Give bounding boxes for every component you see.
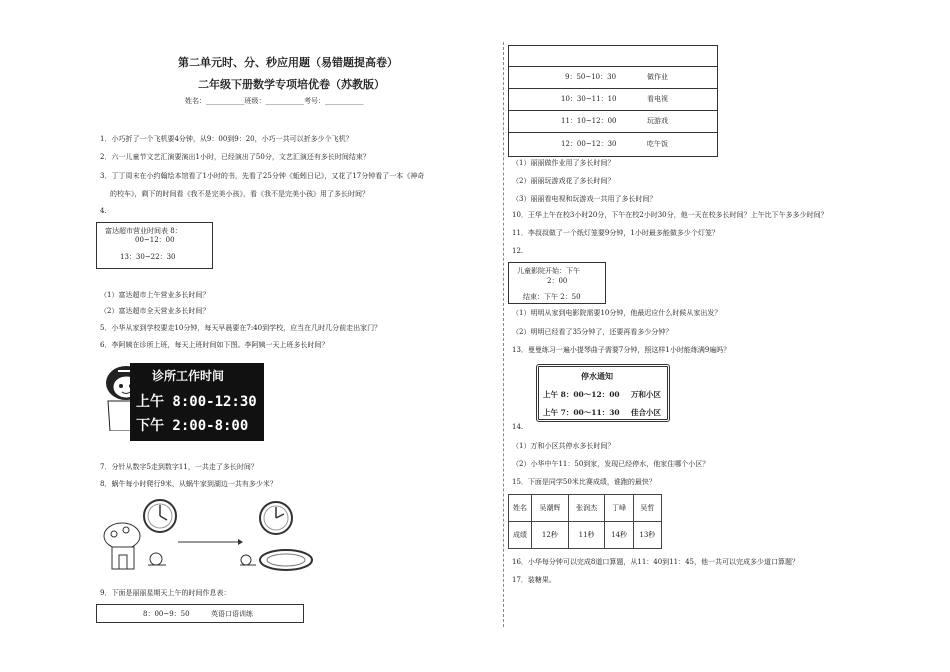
table-cell-name: 吴哲	[633, 495, 661, 522]
cinema-start-line-1: 儿童影院开始：下午	[517, 267, 580, 275]
start-clock-icon	[144, 500, 176, 532]
question-4-number: 4.	[100, 207, 107, 215]
clinic-sign-title: 诊所工作时间	[152, 369, 225, 383]
question-3-line-1: 3．丁丁周末在小约翰绘本馆看了1小时的书，先看了25分钟《蚯蚓日记》，又花了17分钟看了一本《神奇	[100, 172, 425, 180]
question-4-sub-2: （2）富达超市全天营业多长时间？	[100, 307, 210, 315]
question-4-sub-1: （1）富达超市上午营业多长时间？	[100, 291, 210, 299]
question-7: 7．分针从数字5走到数字11，一共走了多长时间？	[100, 463, 258, 471]
question-14-number: 14.	[512, 423, 524, 431]
notice-row-1-time: 上午 8：00～12：00	[543, 390, 620, 399]
question-6: 6．李阿姨在诊所上班，每天上班时间如下图。李阿姨一天上班多长时间？	[100, 341, 329, 349]
table-cell-score: 12秒	[532, 522, 569, 549]
schedule-first-time: 8：00~9：50	[143, 610, 190, 618]
question-3-line-2: 的校车》，剩下的时间看《我不是完美小孩》，看《我不是完美小孩》用了多长时间？	[110, 190, 369, 198]
cinema-time-box	[508, 262, 606, 304]
schedule-time: 12：00~12：30	[561, 140, 617, 148]
schedule-continued-table	[508, 45, 718, 157]
cinema-end-line: 结束：下午 2：50	[523, 293, 581, 301]
table-cell-name: 张润杰	[568, 495, 605, 522]
clinic-hours-picture	[98, 355, 264, 443]
snail-clocks-picture	[100, 492, 315, 578]
page-title: 第二单元时、分、秒应用题（易错题提高卷）	[178, 56, 398, 69]
end-clock-icon	[260, 502, 292, 534]
question-16: 16．小华每分钟可以完成8道口算题，从11：40到11：45，他一共可以完成多少道口算题？	[512, 558, 799, 566]
question-9-sub-2: （2）丽丽玩游戏花了多长时间？	[512, 177, 615, 185]
lake-icon	[260, 550, 312, 570]
snail-at-lake-icon	[240, 555, 256, 565]
supermarket-hours-line-2: 00~12：00	[135, 236, 175, 244]
question-9-sub-3: （3）丽丽看电视和玩游戏一共用了多长时间？	[512, 195, 657, 203]
schedule-time: 9：50~10：30	[565, 73, 617, 81]
question-2: 2．六一儿童节文艺汇演要演出1小时，已经演出了50分，文艺汇演还有多长时间结束？	[100, 153, 370, 161]
question-10: 10．王华上午在校3小时20分，下午在校2小时30分，他一天在校多长时间？上午比下午多多少时间？	[512, 211, 828, 219]
notice-row-1-area: 万和小区	[631, 390, 661, 399]
table-cell-score: 14秒	[605, 522, 633, 549]
arrow-right-icon	[178, 539, 243, 545]
notice-row-2-time: 上午 7：00～11：30	[543, 408, 620, 417]
cinema-start-line-2: 2：00	[547, 277, 568, 285]
question-1: 1．小巧折了一个飞机要4分钟，从9：00到9：20，小巧一共可以折多少个飞机？	[100, 135, 353, 143]
table-cell-name: 吴潮辉	[532, 495, 569, 522]
table-cell-name: 丁峰	[605, 495, 633, 522]
question-12-number: 12.	[512, 247, 524, 255]
supermarket-hours-line-1: 富达超市营业时间表 8：	[105, 227, 182, 235]
question-8: 8．蜗牛每小时爬行9米，从蜗牛家到湖边一共有多少米？	[100, 480, 277, 488]
race-results-table	[508, 494, 662, 549]
question-13: 13．曼曼练习一遍小提琴曲子需要7分钟，照这样1小时能练满9遍吗？	[512, 346, 731, 354]
question-14-sub-1: （1）万和小区共停水多长时间？	[512, 442, 615, 450]
water-outage-notice	[536, 364, 670, 422]
question-15: 15．下面是同学50米比赛成绩，谁跑的最快？	[512, 478, 656, 486]
notice-row-2-area: 佳合小区	[631, 408, 661, 417]
page-subtitle: 二年级下册数学专项培优卷（苏教版）	[198, 78, 385, 91]
question-14-sub-2: （2）小华中午11：50到家，发现已经停水，他家住哪个小区？	[512, 460, 710, 468]
schedule-time: 11：10~12：00	[561, 117, 617, 125]
schedule-row-divider	[509, 88, 717, 89]
clinic-sign-morning: 上午 8:00-12:30	[136, 394, 257, 410]
schedule-row-divider	[509, 66, 717, 67]
clinic-sign-board	[130, 363, 264, 441]
table-header-score: 成绩	[509, 522, 532, 549]
supermarket-hours-box	[96, 222, 213, 269]
schedule-activity: 吃午饭	[647, 140, 668, 148]
schedule-first-activity: 英语口语训练	[211, 610, 253, 618]
question-12-sub-1: （1）明明从家到电影院需要10分钟，他最迟应什么时候从家出发？	[512, 309, 722, 317]
schedule-row-divider	[509, 110, 717, 111]
table-cell-score: 11秒	[568, 522, 605, 549]
question-9: 9．下面是丽丽星期天上午的时间作息表：	[100, 589, 231, 597]
schedule-activity: 玩游戏	[647, 117, 668, 125]
question-5: 5．小华从家到学校要走10分钟，每天早晨要在7:40到学校，应当在几时几分前走出家门？	[100, 324, 382, 332]
table-cell-score: 13秒	[633, 522, 661, 549]
mushroom-house-icon	[104, 523, 140, 569]
question-17: 17．装糖果。	[512, 576, 556, 584]
table-header-name: 姓名	[509, 495, 532, 522]
schedule-time: 10：30~11：10	[561, 95, 617, 103]
column-divider	[503, 42, 505, 627]
question-9-sub-1: （1）丽丽做作业用了多长时间？	[512, 159, 615, 167]
schedule-activity: 看电视	[647, 95, 668, 103]
student-info-fields: 姓名：___________班级：___________考号：___________	[185, 97, 364, 105]
notice-title: 停水通知	[581, 371, 613, 381]
question-12-sub-2: （2）明明已经看了35分钟了，还要再看多少分钟？	[512, 328, 673, 336]
schedule-activity: 做作业	[647, 73, 668, 81]
question-11: 11．李叔叔做了一个纸灯笼要9分钟，1小时最多能做多少个灯笼？	[512, 229, 719, 237]
supermarket-hours-line-3: 13：30~22：30	[120, 253, 176, 261]
clinic-sign-afternoon: 下午 2:00-8:00	[136, 418, 249, 434]
snail-icon	[148, 553, 166, 565]
schedule-first-row	[96, 604, 304, 623]
schedule-row-divider	[509, 132, 717, 133]
